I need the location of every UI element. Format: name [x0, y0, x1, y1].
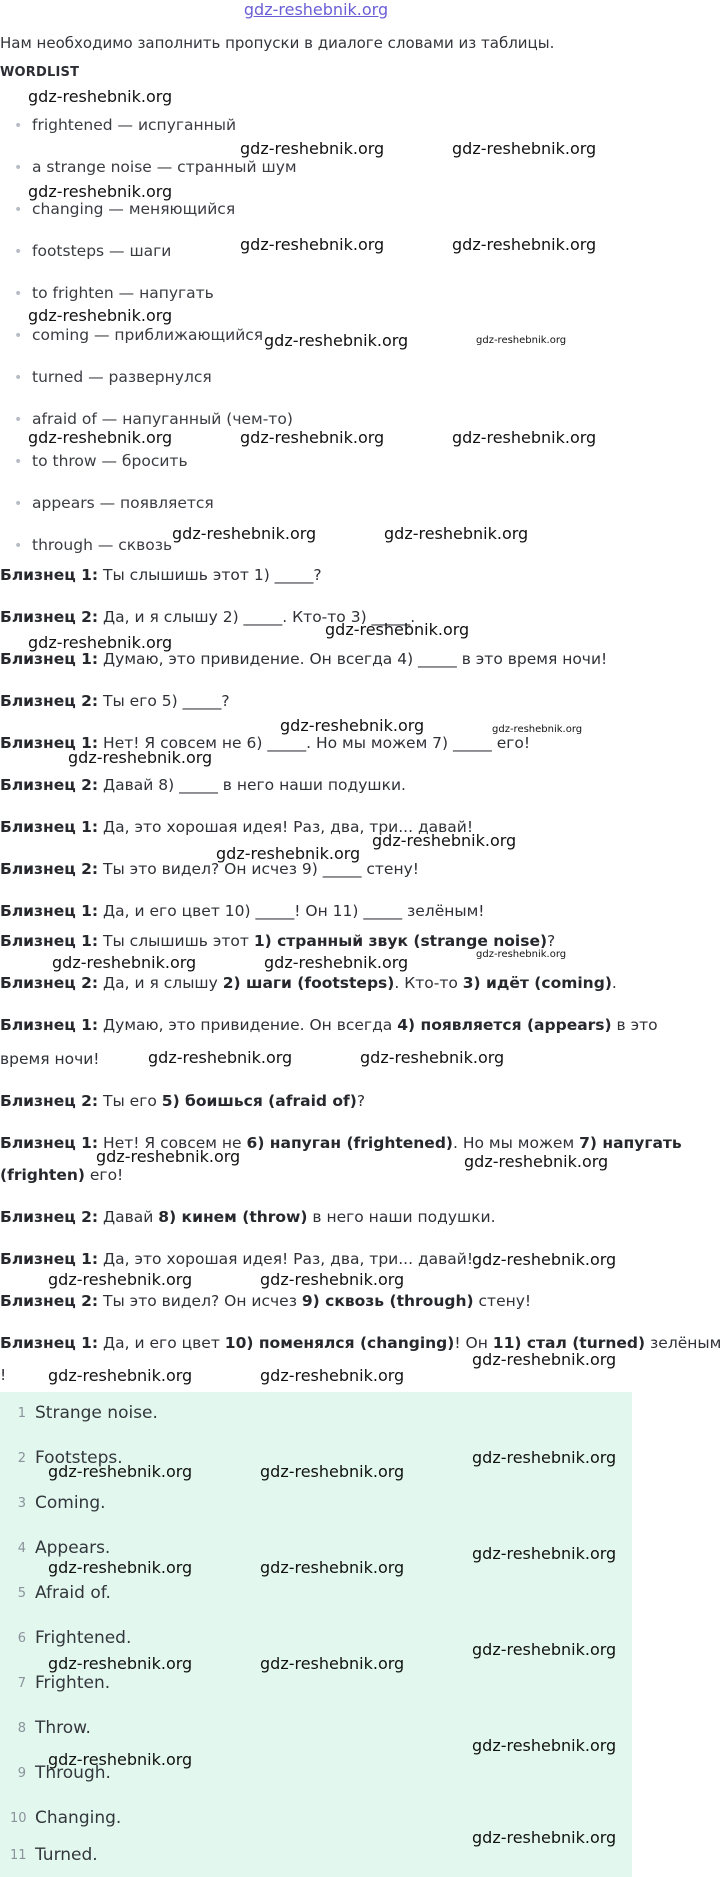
watermark: gdz-reshebnik.org	[472, 1544, 617, 1563]
speaker-label: Близнец 2:	[0, 974, 99, 992]
filled-text: . Но мы можем	[453, 1134, 580, 1152]
filled-answer: 8) кинем (throw)	[158, 1208, 308, 1226]
wordlist-item-text: changing — меняющийся	[32, 200, 236, 218]
watermark: gdz-reshebnik.org	[464, 1152, 609, 1171]
filled-text: .	[611, 974, 617, 992]
watermark: gdz-reshebnik.org	[325, 620, 470, 639]
filled-answer: 10) поменялся (changing)	[224, 1334, 455, 1352]
bullet-icon: •	[14, 286, 23, 302]
wordlist-item	[14, 326, 263, 344]
watermark: gdz-reshebnik.org	[240, 235, 385, 254]
watermark: gdz-reshebnik.org	[472, 1640, 617, 1659]
filled-line	[0, 1292, 531, 1310]
bullet-icon: •	[14, 160, 23, 176]
speaker-label: Близнец 2:	[0, 860, 99, 878]
wordlist-item-text: coming — приближающийся	[32, 326, 264, 344]
watermark: gdz-reshebnik.org	[452, 235, 597, 254]
speaker-label: Близнец 1:	[0, 1016, 99, 1034]
speaker-label: Близнец 1:	[0, 932, 99, 950]
answer-row	[0, 1400, 632, 1430]
filled-text: Да, это хорошая идея! Раз, два, три... давай!	[98, 1250, 474, 1268]
speaker-label: Близнец 1:	[0, 1134, 99, 1152]
dialogue-line	[0, 776, 406, 794]
filled-text: ! Он	[454, 1334, 493, 1352]
wordlist-item	[14, 368, 212, 386]
filled-answer: (frighten)	[0, 1166, 85, 1184]
answer-number: 9	[17, 1766, 26, 1781]
watermark: gdz-reshebnik.org	[96, 1147, 241, 1166]
watermark: gdz-reshebnik.org	[260, 1558, 405, 1577]
answer-text: Strange noise.	[35, 1403, 158, 1423]
filled-text: !	[0, 1366, 7, 1384]
watermark: gdz-reshebnik.org	[240, 139, 385, 158]
answer-text: Afraid of.	[35, 1583, 111, 1603]
filled-text: Да, и его цвет	[98, 1334, 225, 1352]
watermark: gdz-reshebnik.org	[172, 524, 317, 543]
watermark: gdz-reshebnik.org	[476, 335, 567, 346]
watermark: gdz-reshebnik.org	[472, 1350, 617, 1369]
answer-text: Frighten.	[35, 1673, 111, 1693]
watermark: gdz-reshebnik.org	[260, 1270, 405, 1289]
watermark: gdz-reshebnik.org	[472, 1250, 617, 1269]
wordlist-item-text: turned — развернулся	[32, 368, 212, 386]
watermark: gdz-reshebnik.org	[492, 724, 583, 735]
wordlist-item	[14, 494, 214, 512]
speaker-label: Близнец 2:	[0, 1092, 99, 1110]
wordlist-item-text: to frighten — напугать	[32, 284, 214, 302]
answer-number: 1	[17, 1406, 26, 1421]
speaker-label: Близнец 1:	[0, 566, 99, 584]
bullet-icon: •	[14, 538, 23, 554]
speaker-label: Близнец 1:	[0, 650, 99, 668]
wordlist-item	[14, 452, 188, 470]
speaker-label: Близнец 2:	[0, 1292, 99, 1310]
watermark: gdz-reshebnik.org	[472, 1448, 617, 1467]
answer-row	[0, 1670, 632, 1700]
dialogue-text: Думаю, это привидение. Он всегда 4) _____ в это время ночи!	[98, 650, 608, 668]
filled-answer: 11) стал (turned)	[492, 1334, 646, 1352]
answer-number: 11	[10, 1848, 27, 1863]
answer-row	[0, 1580, 632, 1610]
bullet-icon: •	[14, 328, 23, 344]
answer-number: 4	[17, 1541, 26, 1556]
watermark: gdz-reshebnik.org	[28, 633, 173, 652]
wordlist-item	[14, 242, 171, 260]
answer-number: 3	[17, 1496, 26, 1511]
filled-line	[0, 974, 617, 992]
bullet-icon: •	[14, 412, 23, 428]
answer-number: 2	[17, 1451, 26, 1466]
wordlist-item-text: a strange noise — странный шум	[32, 158, 297, 176]
watermark: gdz-reshebnik.org	[264, 953, 409, 972]
speaker-label: Близнец 1:	[0, 818, 99, 836]
dialogue-text: Ты слышишь этот 1) _____?	[98, 566, 322, 584]
dialogue-line	[0, 566, 322, 584]
site-header-link[interactable]: gdz-reshebnik.org	[243, 0, 389, 19]
filled-text: Ты его	[98, 1092, 162, 1110]
watermark: gdz-reshebnik.org	[472, 1828, 617, 1847]
speaker-label: Близнец 2:	[0, 608, 99, 626]
watermark: gdz-reshebnik.org	[48, 1462, 193, 1481]
filled-answer: 3) идёт (coming)	[462, 974, 612, 992]
filled-text: стену!	[473, 1292, 532, 1310]
watermark: gdz-reshebnik.org	[52, 953, 197, 972]
wordlist-item-text: appears — появляется	[32, 494, 214, 512]
wordlist-item	[14, 158, 297, 176]
watermark: gdz-reshebnik.org	[48, 1750, 193, 1769]
answer-number: 6	[17, 1631, 26, 1646]
filled-line	[0, 1250, 473, 1268]
watermark: gdz-reshebnik.org	[48, 1270, 193, 1289]
watermark: gdz-reshebnik.org	[260, 1366, 405, 1385]
watermark: gdz-reshebnik.org	[280, 716, 425, 735]
answer-number: 7	[17, 1676, 26, 1691]
filled-text: в это	[611, 1016, 658, 1034]
filled-text: его!	[84, 1166, 124, 1184]
answer-text: Changing.	[35, 1808, 122, 1828]
filled-text: зелёным	[645, 1334, 721, 1352]
filled-line	[0, 1208, 496, 1226]
filled-text: Ты это видел? Он исчез	[98, 1292, 302, 1310]
dialogue-text: Да, и я слышу 2) _____. Кто-то 3) _____.	[98, 608, 416, 626]
wordlist-item-text: to throw — бросить	[32, 452, 188, 470]
speaker-label: Близнец 2:	[0, 776, 99, 794]
answer-text: Throw.	[35, 1718, 91, 1738]
filled-line-continued	[0, 1366, 6, 1384]
bullet-icon: •	[14, 496, 23, 512]
filled-text: в него наши подушки.	[307, 1208, 496, 1226]
wordlist-item-text: through — сквозь	[32, 536, 173, 554]
filled-answer: 7) напугать	[579, 1134, 682, 1152]
answer-text: Footsteps.	[35, 1448, 123, 1468]
dialogue-text: Да, и его цвет 10) _____! Он 11) _____ зелёным!	[98, 902, 485, 920]
task-intro: Нам необходимо заполнить пропуски в диалоге словами из таблицы.	[0, 34, 555, 52]
dialogue-text: Давай 8) _____ в него наши подушки.	[98, 776, 406, 794]
speaker-label: Близнец 2:	[0, 1208, 99, 1226]
watermark: gdz-reshebnik.org	[452, 428, 597, 447]
speaker-label: Близнец 1:	[0, 734, 99, 752]
dialogue-line	[0, 650, 607, 668]
speaker-label: Близнец 1:	[0, 1334, 99, 1352]
filled-line	[0, 932, 555, 950]
bullet-icon: •	[14, 244, 23, 260]
wordlist-item	[14, 536, 172, 554]
answer-number: 8	[17, 1721, 26, 1736]
answer-text: Coming.	[35, 1493, 106, 1513]
watermark: gdz-reshebnik.org	[260, 1654, 405, 1673]
filled-answer: 6) напуган (frightened)	[246, 1134, 454, 1152]
filled-answer: 4) появляется (appears)	[397, 1016, 612, 1034]
answer-text: Appears.	[35, 1538, 111, 1558]
filled-line-continued	[0, 1166, 123, 1184]
filled-line	[0, 1016, 658, 1034]
answer-text: Through.	[35, 1763, 111, 1783]
bullet-icon: •	[14, 202, 23, 218]
filled-answer: 5) боишься (afraid of)	[161, 1092, 357, 1110]
watermark: gdz-reshebnik.org	[148, 1048, 293, 1067]
filled-text: Ты слышишь этот	[98, 932, 254, 950]
filled-answer: 1) странный звук (strange noise)	[253, 932, 548, 950]
watermark: gdz-reshebnik.org	[372, 831, 517, 850]
wordlist-title: WORDLIST	[0, 65, 80, 80]
dialogue-line	[0, 902, 485, 920]
speaker-label: Близнец 1:	[0, 902, 99, 920]
speaker-label: Близнец 2:	[0, 692, 99, 710]
watermark: gdz-reshebnik.org	[240, 428, 385, 447]
bullet-icon: •	[14, 454, 23, 470]
watermark: gdz-reshebnik.org	[68, 748, 213, 767]
watermark: gdz-reshebnik.org	[360, 1048, 505, 1067]
filled-line-continued	[0, 1050, 100, 1068]
bullet-icon: •	[14, 370, 23, 386]
filled-text: . Кто-то	[394, 974, 463, 992]
watermark: gdz-reshebnik.org	[476, 949, 567, 960]
speaker-label: Близнец 1:	[0, 1250, 99, 1268]
wordlist-item	[14, 116, 236, 134]
dialogue-line	[0, 692, 230, 710]
filled-text: Давай	[98, 1208, 159, 1226]
filled-text: Да, и я слышу	[98, 974, 223, 992]
watermark: gdz-reshebnik.org	[48, 1366, 193, 1385]
watermark: gdz-reshebnik.org	[28, 306, 173, 325]
watermark: gdz-reshebnik.org	[28, 428, 173, 447]
watermark: gdz-reshebnik.org	[452, 139, 597, 158]
filled-text: Думаю, это привидение. Он всегда	[98, 1016, 398, 1034]
filled-text: ?	[547, 932, 556, 950]
dialogue-text: Ты его 5) _____?	[98, 692, 230, 710]
wordlist-item	[14, 284, 214, 302]
watermark: gdz-reshebnik.org	[48, 1558, 193, 1577]
watermark: gdz-reshebnik.org	[260, 1462, 405, 1481]
watermark: gdz-reshebnik.org	[28, 182, 173, 201]
dialogue-text: Да, это хорошая идея! Раз, два, три... давай!	[98, 818, 474, 836]
filled-text: ?	[356, 1092, 366, 1110]
answer-row	[0, 1490, 632, 1520]
wordlist-item-text: footsteps — шаги	[32, 242, 172, 260]
filled-answer: 2) шаги (footsteps)	[222, 974, 395, 992]
filled-line	[0, 1092, 365, 1110]
wordlist-item	[14, 200, 235, 218]
bullet-icon: •	[14, 118, 23, 134]
watermark: gdz-reshebnik.org	[472, 1736, 617, 1755]
watermark: gdz-reshebnik.org	[384, 524, 529, 543]
watermark: gdz-reshebnik.org	[216, 844, 361, 863]
answer-text: Frightened.	[35, 1628, 132, 1648]
filled-answer: 9) сквозь (through)	[301, 1292, 474, 1310]
watermark: gdz-reshebnik.org	[264, 331, 409, 350]
wordlist-item-text: afraid of — напуганный (чем-то)	[32, 410, 293, 428]
wordlist-item-text: frightened — испуганный	[32, 116, 237, 134]
watermark: gdz-reshebnik.org	[28, 87, 173, 106]
dialogue-text: Нет! Я совсем не 6) _____. Но мы можем 7) _____ его!	[98, 734, 531, 752]
answer-number: 10	[10, 1811, 27, 1826]
dialogue-text: Ты это видел? Он исчез 9) _____ стену!	[98, 860, 419, 878]
watermark: gdz-reshebnik.org	[48, 1654, 193, 1673]
filled-text: время ночи!	[0, 1050, 100, 1068]
answer-number: 5	[17, 1586, 26, 1601]
answer-text: Turned.	[35, 1845, 98, 1865]
wordlist-item	[14, 410, 293, 428]
filled-text: Нет! Я совсем не	[98, 1134, 247, 1152]
